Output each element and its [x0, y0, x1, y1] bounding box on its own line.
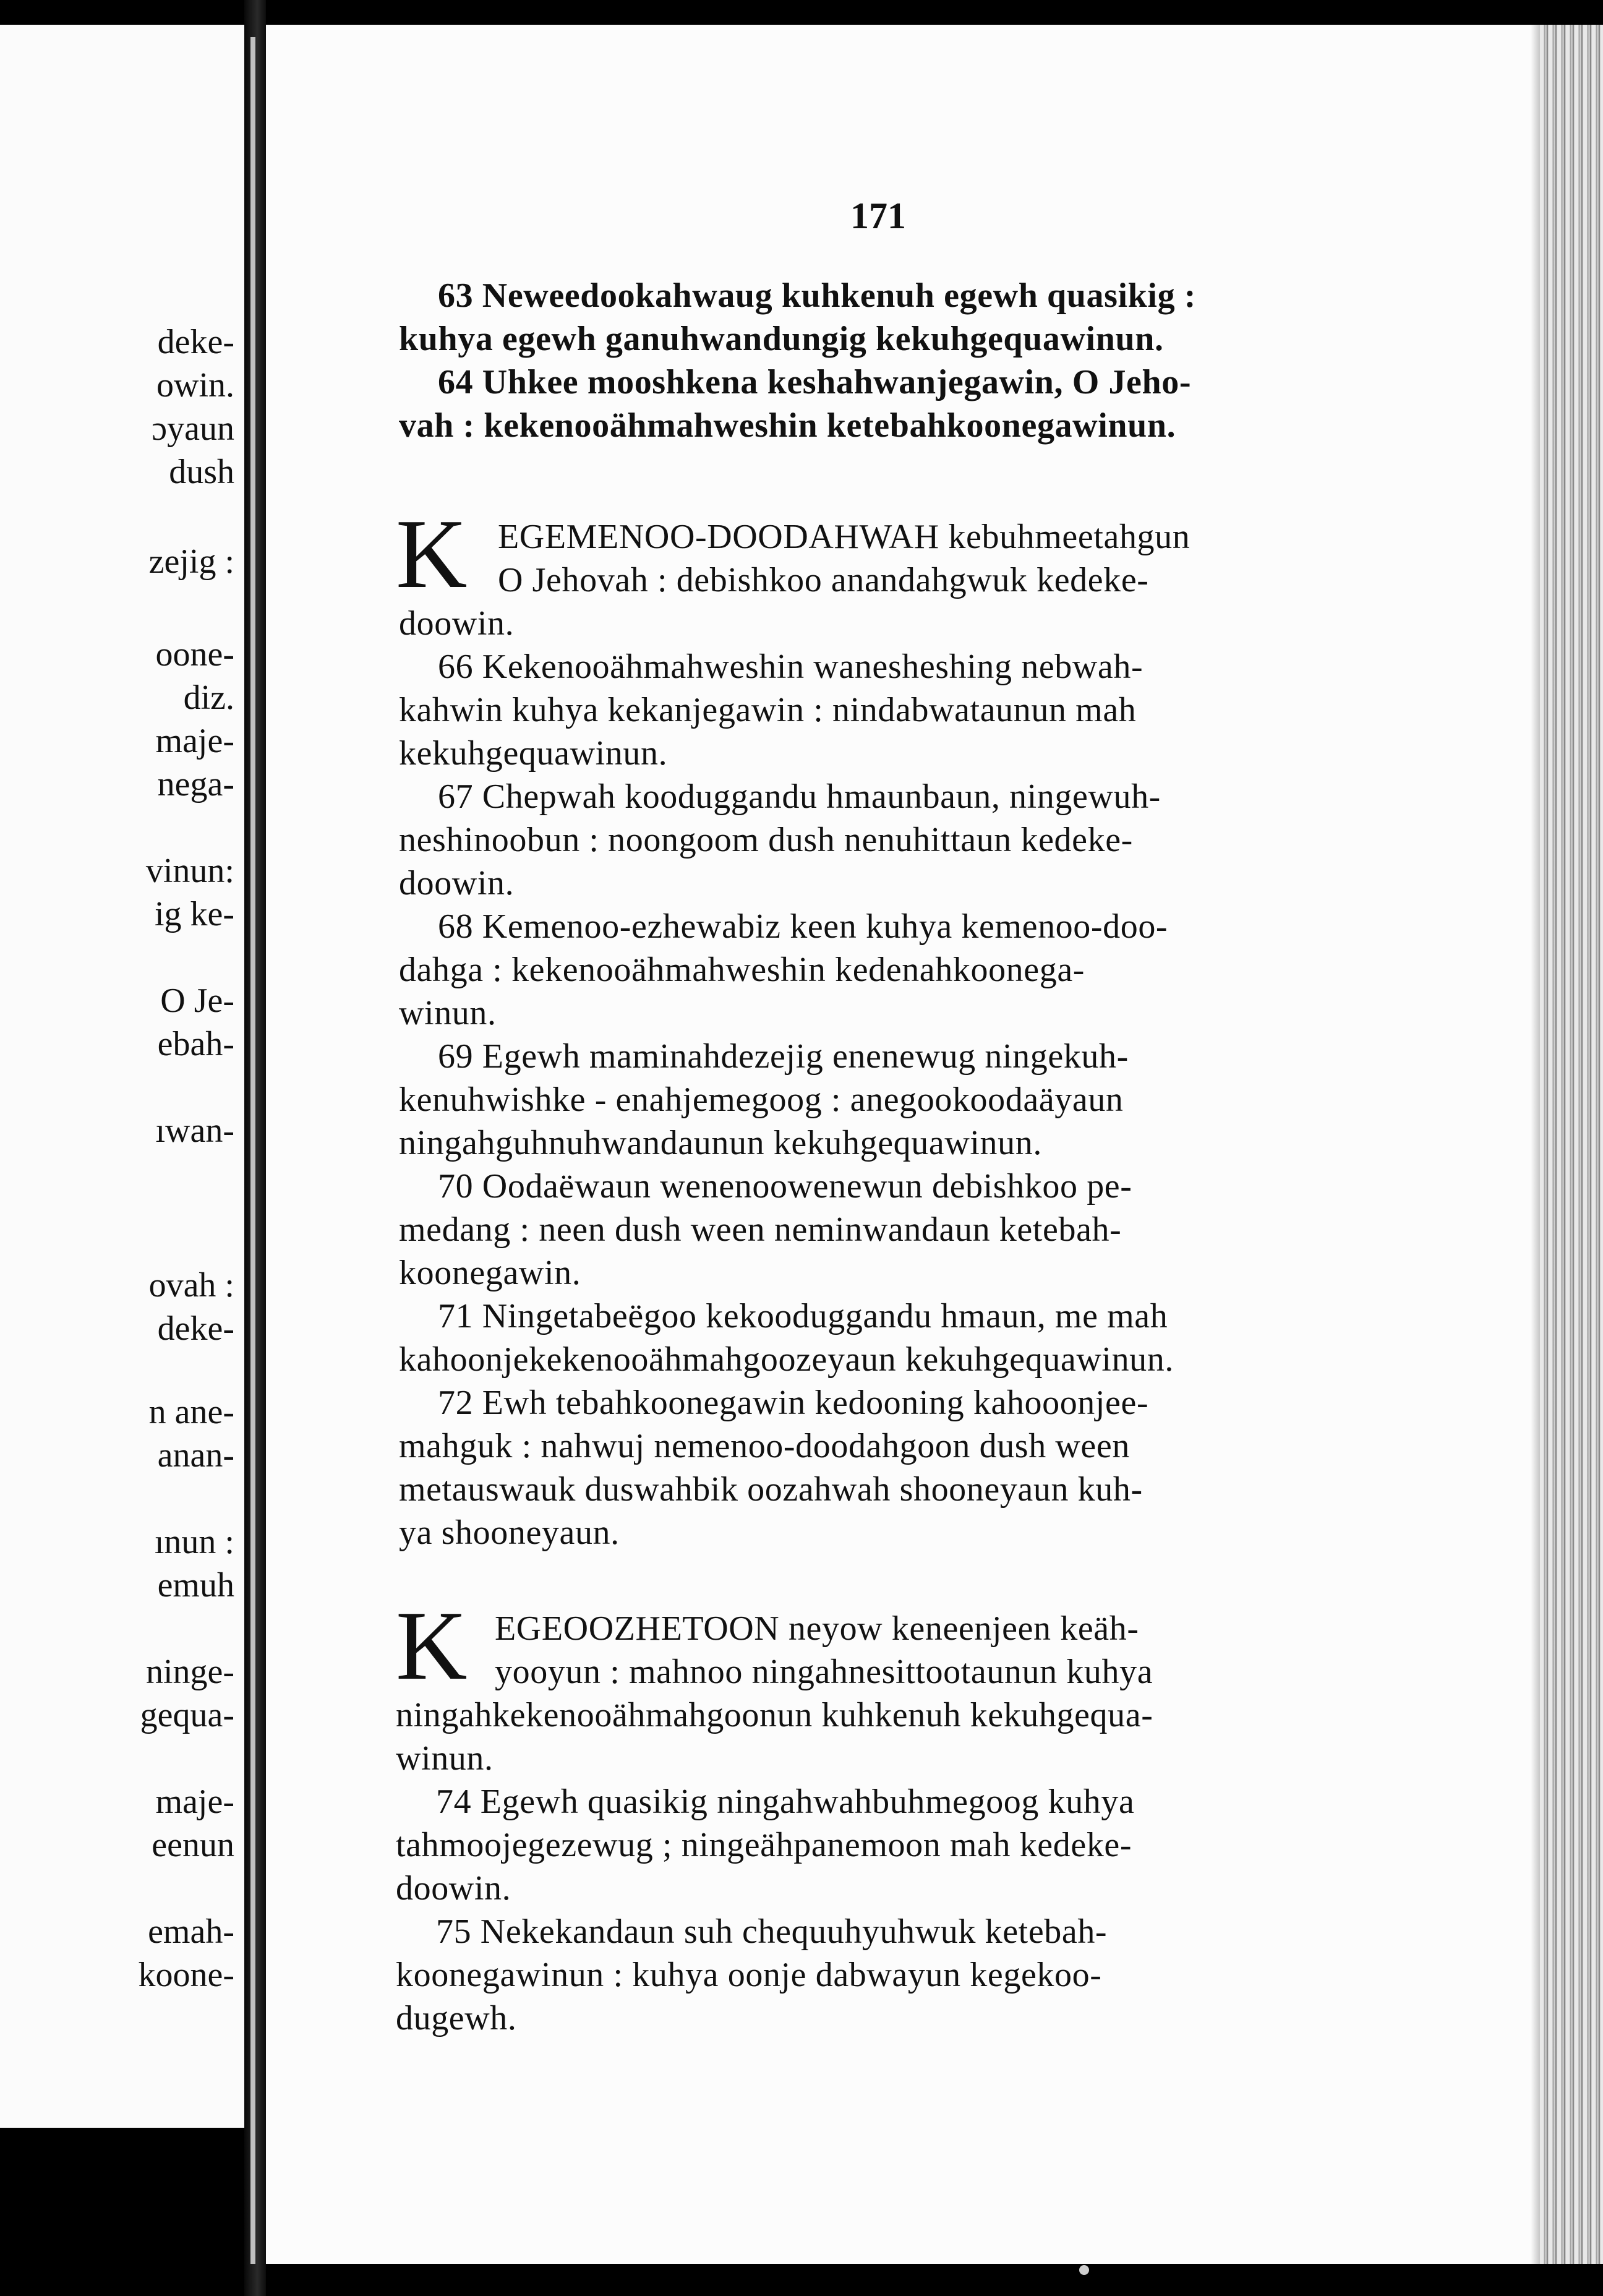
left-margin-line: deke-	[157, 1309, 234, 1348]
left-margin-line: anan-	[157, 1436, 234, 1475]
verse-line: medang : neen dush ween neminwandaun ketebah-	[399, 1210, 1122, 1249]
verse-line: 70 Oodaëwaun wenenoowenewun debishkoo pe-	[438, 1167, 1132, 1206]
left-margin-line: owin.	[156, 366, 234, 405]
verse-line: 69 Egewh maminahdezejig enenewug ningekuh-	[438, 1037, 1129, 1076]
verse-line: koonegawinun : kuhya oonje dabwayun kegekoo-	[396, 1956, 1102, 1994]
verse-line: dugewh.	[396, 1999, 517, 2037]
verse-line: 75 Nekekandaun suh chequuhyuhwuk ketebah-	[436, 1913, 1108, 1951]
left-margin-line: n ane-	[148, 1393, 234, 1431]
ink-speck	[1079, 2265, 1089, 2275]
verse-line: 72 Ewh tebahkoonegawin kedooning kahooonjee-	[438, 1384, 1149, 1422]
section-heading-line: EGEMENOO-DOODAHWAH kebuhmeetahgun	[498, 518, 1190, 556]
verse-line: doowin.	[399, 864, 515, 902]
left-margin-line: deke-	[157, 323, 234, 361]
left-margin-line: emuh	[157, 1566, 234, 1604]
gutter-edge	[250, 37, 255, 2264]
verse-line: ya shooneyaun.	[399, 1514, 620, 1552]
drop-cap: K	[396, 1590, 468, 1700]
verse-line: 64 Uhkee mooshkena keshahwanjegawin, O Jeho-	[438, 363, 1192, 401]
verse-line: kahoonjekekenooähmahgoozeyaun kekuhgequawinun.	[399, 1340, 1174, 1379]
left-margin-line: O Je-	[160, 982, 234, 1020]
verse-line: neshinoobun : noongoom dush nenuhittaun kedeke-	[399, 821, 1133, 859]
verse-line: 63 Neweedookahwaug kuhkenuh egewh quasikig :	[438, 276, 1197, 315]
left-margin-line: zejig :	[148, 542, 234, 581]
left-margin-line: koone-	[138, 1956, 234, 1994]
verse-line: tahmoojegezewug ; ningeähpanemoon mah kedeke-	[396, 1826, 1132, 1864]
left-margin-line: ınun :	[154, 1523, 234, 1561]
verse-line: winun.	[396, 1739, 494, 1778]
left-margin-line: ig ke-	[154, 895, 234, 933]
left-margin-line: gequa-	[140, 1696, 234, 1734]
verse-line: doowin.	[399, 604, 515, 643]
verse-line: kenuhwishke - enahjemegoog : anegookoodaäyaun	[399, 1081, 1124, 1119]
left-margin-line: oone-	[155, 635, 234, 674]
page-number: 171	[850, 195, 906, 236]
page-stack-edge	[1540, 25, 1603, 2264]
verse-line: yooyun : mahnoo ningahnesittootaunun kuhya	[495, 1653, 1153, 1691]
left-margin-line: ɔyaun	[152, 409, 234, 448]
verse-line: 71 Ningetabeëgoo kekooduggandu hmaun, me mah	[438, 1297, 1168, 1335]
verse-line: 74 Egewh quasikig ningahwahbuhmegoog kuhya	[436, 1783, 1135, 1821]
verse-line: vah : kekenooähmahweshin ketebahkoonegawinun.	[399, 406, 1176, 445]
section-heading-line: EGEOOZHETOON neyow keneenjeen keäh-	[495, 1609, 1139, 1648]
left-margin-line: nega-	[157, 765, 234, 803]
left-margin-line: ovah :	[148, 1266, 234, 1304]
verse-line: 67 Chepwah kooduggandu hmaunbaun, ningewuh-	[438, 777, 1161, 816]
left-margin-line: ninge-	[145, 1653, 234, 1691]
verse-line: winun.	[399, 994, 497, 1032]
verse-line: ningahguhnuhwandaunun kekuhgequawinun.	[399, 1124, 1042, 1162]
verse-line: kekuhgequawinun.	[399, 734, 668, 773]
verse-line: koonegawin.	[399, 1254, 581, 1292]
verse-line: kahwin kuhya kekanjegawin : nindabwataunun mah	[399, 691, 1137, 729]
left-margin-line: ebah-	[157, 1025, 234, 1063]
drop-cap: K	[396, 499, 468, 609]
verse-line: dahga : kekenooähmahweshin kedenahkoonega-	[399, 951, 1085, 989]
verse-line: O Jehovah : debishkoo anandahgwuk kedeke-	[498, 561, 1149, 599]
left-margin-line: vinun:	[145, 852, 234, 890]
verse-line: 66 Kekenooähmahweshin wanesheshing nebwah-	[438, 648, 1143, 686]
verse-line: metauswauk duswahbik oozahwah shooneyaun kuh-	[399, 1470, 1143, 1509]
left-margin-line: maje-	[155, 722, 234, 760]
left-margin-line: maje-	[155, 1783, 234, 1821]
verse-line: mahguk : nahwuj nemenoo-doodahgoon dush ween	[399, 1427, 1130, 1465]
left-margin-line: ıwan-	[155, 1112, 234, 1150]
verse-line: doowin.	[396, 1869, 511, 1908]
left-margin-line: diz.	[183, 679, 234, 717]
verse-line: kuhya egewh ganuhwandungig kekuhgequawinun.	[399, 320, 1164, 358]
left-page-fragment	[0, 25, 244, 2128]
verse-line: 68 Kemenoo-ezhewabiz keen kuhya kemenoo-doo-	[438, 907, 1168, 946]
left-margin-line: emah-	[148, 1913, 234, 1951]
verse-line: ningahkekenooähmahgoonun kuhkenuh kekuhgequa-	[396, 1696, 1153, 1734]
left-margin-line: eenun	[152, 1826, 234, 1864]
left-margin-line: dush	[169, 453, 234, 491]
